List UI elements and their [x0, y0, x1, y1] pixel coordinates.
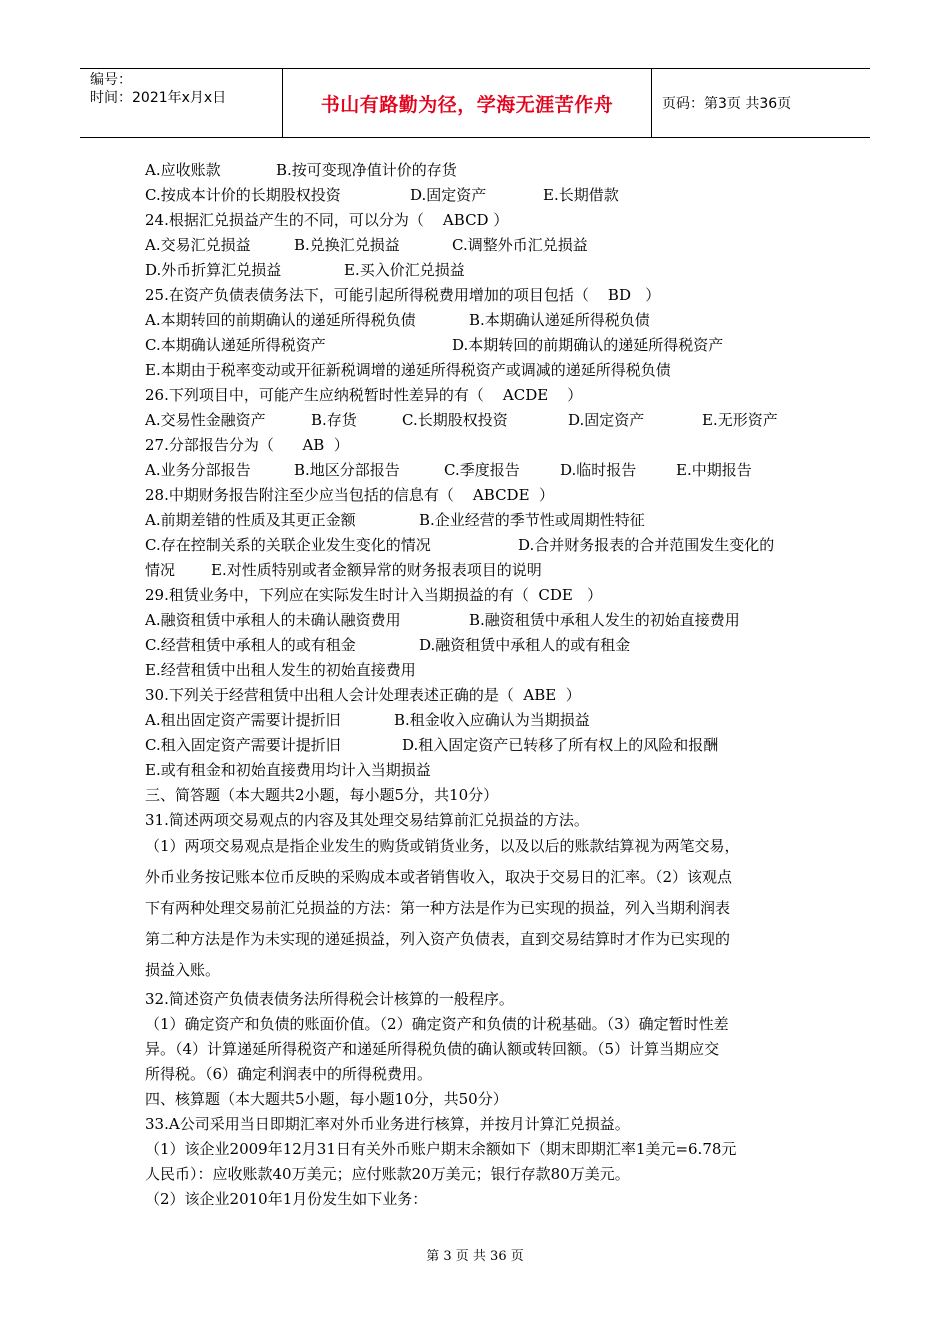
text-line: 32.简述资产负债表债务法所得税会计核算的一般程序。: [145, 990, 514, 1008]
text-line: A.交易性金融资产 B.存货 C.长期股权投资 D.固定资产 E.无形资产: [145, 411, 778, 429]
text-line: （2）该企业2010年1月份发生如下业务：: [145, 1190, 428, 1208]
text-line: E.或有租金和初始直接费用均计入当期损益: [145, 761, 431, 779]
motto: 书山有路勤为径，学海无涯苦作舟: [320, 93, 614, 116]
text-line: 损益入账。: [145, 961, 221, 979]
text-line: A.业务分部报告 B.地区分部报告 C.季度报告 D.临时报告 E.中期报告: [145, 461, 752, 479]
text-line: 25.在资产负债表债务法下，可能引起所得税费用增加的项目包括（ BD ）: [145, 286, 661, 304]
text-line: C.按成本计价的长期股权投资 D.固定资产 E.长期借款: [145, 186, 619, 204]
text-line: C.本期确认递延所得税资产 D.本期转回的前期确认的递延所得税资产: [145, 336, 724, 354]
text-line: 27.分部报告分为（ AB ）: [145, 436, 349, 454]
text-line: A.本期转回的前期确认的递延所得税负债 B.本期确认递延所得税负债: [145, 311, 650, 329]
text-line: 所得税。（6）确定利润表中的所得税费用。: [145, 1065, 433, 1083]
header-info: [80, 69, 282, 137]
text-line: E.本期由于税率变动或开征新税调增的递延所得税资产或调减的递延所得税负债: [145, 361, 671, 379]
text-line: （1）确定资产和负债的账面价值。（2）确定资产和负债的计税基础。（3）确定暂时性差: [145, 1015, 729, 1033]
page-header: [80, 68, 870, 138]
text-line: D.外币折算汇兑损益 E.买入价汇兑损益: [145, 261, 465, 279]
document-date: 时间：2021年x月x日: [90, 90, 227, 106]
text-line: 29.租赁业务中，下列应在实际发生时计入当期损益的有（ CDE ）: [145, 586, 603, 604]
text-line: 24.根据汇兑损益产生的不同，可以分为（ ABCD ）: [145, 211, 509, 229]
text-line: 外币业务按记账本位币反映的采购成本或者销售收入，取决于交易日的汇率。（2）该观点: [145, 868, 733, 886]
section-heading: 四、核算题（本大题共5小题，每小题10分，共50分）: [145, 1090, 508, 1108]
text-line: A.融资租赁中承租人的未确认融资费用 B.融资租赁中承租人发生的初始直接费用: [145, 611, 740, 629]
text-line: 30.下列关于经营租赁中出租人会计处理表述正确的是（ ABE ）: [145, 686, 581, 704]
header-motto-cell: [282, 69, 652, 137]
text-line: 第二种方法是作为未实现的递延损益，列入资产负债表，直到交易结算时才作为已实现的: [145, 930, 731, 948]
text-line: 人民币）：应收账款40万美元；应付账款20万美元；银行存款80万美元。: [145, 1165, 630, 1183]
text-line: E.经营租赁中出租人发生的初始直接费用: [145, 661, 416, 679]
text-line: 情况 E.对性质特别或者金额异常的财务报表项目的说明: [145, 561, 542, 579]
text-line: C.租入固定资产需要计提折旧 D.租入固定资产已转移了所有权上的风险和报酬: [145, 736, 719, 754]
text-line: 26.下列项目中，可能产生应纳税暂时性差异的有（ ACDE ）: [145, 386, 583, 404]
text-line: 28.中期财务报告附注至少应当包括的信息有（ ABCDE ）: [145, 486, 555, 504]
text-line: （1）两项交易观点是指企业发生的购货或销货业务，以及以后的账款结算视为两笔交易，: [145, 837, 740, 855]
section-heading: 三、简答题（本大题共2小题，每小题5分，共10分）: [145, 786, 499, 804]
text-line: C.经营租赁中承租人的或有租金 D.融资租赁中承租人的或有租金: [145, 636, 631, 654]
text-line: 下有两种处理交易前汇兑损益的方法：第一种方法是作为已实现的损益，列入当期利润表: [145, 899, 731, 917]
page-footer: 第 3 页 共 36 页: [426, 1249, 524, 1264]
text-line: （1）该企业2009年12月31日有关外币账户期末余额如下（期末即期汇率1美元=6.78元: [145, 1140, 737, 1158]
text-line: 33.A公司采用当日即期汇率对外币业务进行核算，并按月计算汇兑损益。: [145, 1115, 630, 1133]
text-line: A.应收账款 B.按可变现净值计价的存货: [145, 161, 457, 179]
text-line: A.交易汇兑损益 B.兑换汇兑损益 C.调整外币汇兑损益: [145, 236, 588, 254]
text-line: 31.简述两项交易观点的内容及其处理交易结算前汇兑损益的方法。: [145, 811, 589, 829]
text-line: 异。（4）计算递延所得税资产和递延所得税负债的确认额或转回额。（5）计算当期应交: [145, 1040, 720, 1058]
text-line: C.存在控制关系的关联企业发生变化的情况 D.合并财务报表的合并范围发生变化的: [145, 536, 775, 554]
page-info: 页码：第3页 共36页: [662, 96, 792, 112]
text-line: A.租出固定资产需要计提折旧 B.租金收入应确认为当期损益: [145, 711, 590, 729]
header-page-cell: [652, 69, 870, 137]
document-number-label: 编号：: [90, 72, 132, 88]
text-line: A.前期差错的性质及其更正金额 B.企业经营的季节性或周期性特征: [145, 511, 645, 529]
